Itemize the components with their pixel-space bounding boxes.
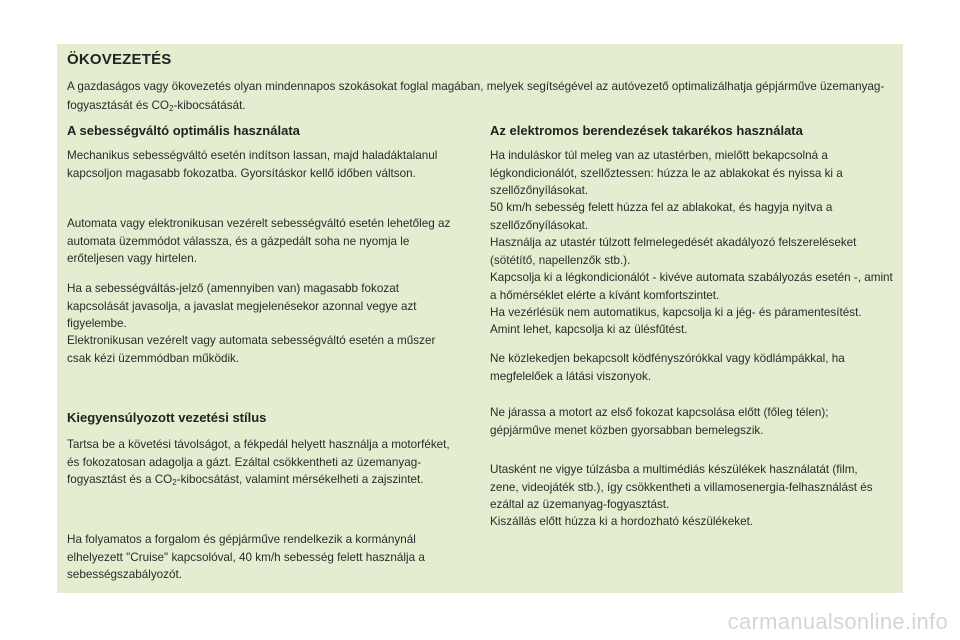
windows-paragraph: 50 km/h sebesség felett húzza fel az ablakokat, és hagyja nyitva a szellőzőnyílásokat. xyxy=(490,201,833,232)
sunshade-paragraph: Használja az utastér túlzott felmelegedését akadályozó felszereléseket (sötétítő, napellenzők stb.). xyxy=(490,236,857,267)
gearbox-heading: A sebességváltó optimális használata xyxy=(67,123,300,138)
driving-style-heading: Kiegyensúlyozott vezetési stílus xyxy=(67,410,267,425)
intro-text: A gazdaságos vagy ökovezetés olyan mindennapos szokásokat foglal magában, melyek segítségével az autóvezető optimalizálhatja gépjárműve üzemanyag-fogyasztását és CO xyxy=(67,80,885,112)
driving-style-subscript: 2 xyxy=(172,478,177,487)
aircon-paragraph: Kapcsolja ki a légkondicionálót - kivéve automata szabályozás esetén -, amint a hőmérséklet elérte a kívánt komfortszintet. xyxy=(490,271,893,302)
cruise-paragraph: Ha folyamatos a forgalom és gépjárműve rendelkezik a kormánynál elhelyezett "Cruise" kapcsolóval, 40 km/h sebesség felett használja a sebességszabályozót. xyxy=(67,533,425,581)
unplug-paragraph: Kiszállás előtt húzza ki a hordozható készülékeket. xyxy=(490,515,754,528)
gearbox-paragraph-automatic: Automata vagy elektronikusan vezérelt sebességváltó esetén lehetőleg az automata üzemmódot válassza, és a gázpedált soha ne nyomja le erőteljesen vagy hirtelen. xyxy=(67,217,451,265)
ventilation-paragraph: Ha induláskor túl meleg van az utastérben, mielőtt bekapcsolná a légkondicionálót, szellőztessen: húzza le az ablakokat és nyissa ki a szellőzőnyílásokat. xyxy=(490,149,843,197)
page-title: ÖKOVEZETÉS xyxy=(67,51,172,68)
gearbox-paragraph-manual-mode: Elektronikusan vezérelt vagy automata sebességváltó esetén a műszer csak kézi üzemmódban működik. xyxy=(67,334,436,365)
gearbox-paragraph-manual: Mechanikus sebességváltó esetén indítson lassan, majd haladáktalanul kapcsoljon magasabb fokozatba. Gyorsításkor kellő időben váltson. xyxy=(67,149,438,180)
driving-style-paragraph xyxy=(67,436,462,489)
driving-style-text-end: -kibocsátást, valamint mérsékelheti a zajszintet. xyxy=(176,473,424,486)
intro-paragraph xyxy=(67,77,897,115)
seat-heating-paragraph: Amint lehet, kapcsolja ki az ülésfűtést. xyxy=(490,323,688,336)
driving-style-text: Tartsa be a követési távolságot, a fékpedál helyett használja a motorféket, és fokozatosan adagolja a gázt. Ezáltal csökkentheti az üzemanyag-fogyasztást és a CO xyxy=(67,438,450,486)
electrical-heading: Az elektromos berendezések takarékos használata xyxy=(490,123,803,138)
fog-lights-paragraph: Ne közlekedjen bekapcsolt ködfényszórókkal vagy ködlámpákkal, ha megfelelőek a látási viszonyok. xyxy=(490,352,845,383)
intro-text-end: -kibocsátását. xyxy=(173,99,246,112)
defrost-paragraph: Ha vezérlésük nem automatikus, kapcsolja ki a jég- és páramentesítést. xyxy=(490,306,862,319)
multimedia-paragraph: Utasként ne vigye túlzásba a multimédiás készülékek használatát (film, zene, videojáték stb.), így csökkentheti a villamosenergia-felhasználást és ezáltal az üzemanyag-fogyasztást. xyxy=(490,463,873,511)
engine-warmup-paragraph: Ne járassa a motort az első fokozat kapcsolása előtt (főleg télen); gépjárműve menet közben gyorsabban bemelegszik. xyxy=(490,406,829,437)
intro-subscript: 2 xyxy=(169,104,174,113)
watermark: carmanualsonline.info xyxy=(727,609,948,634)
gearbox-paragraph-indicator: Ha a sebességváltás-jelző (amennyiben van) magasabb fokozat kapcsolását javasolja, a javaslat megjelenésekor azonnal vegye azt figyelembe. xyxy=(67,282,417,330)
